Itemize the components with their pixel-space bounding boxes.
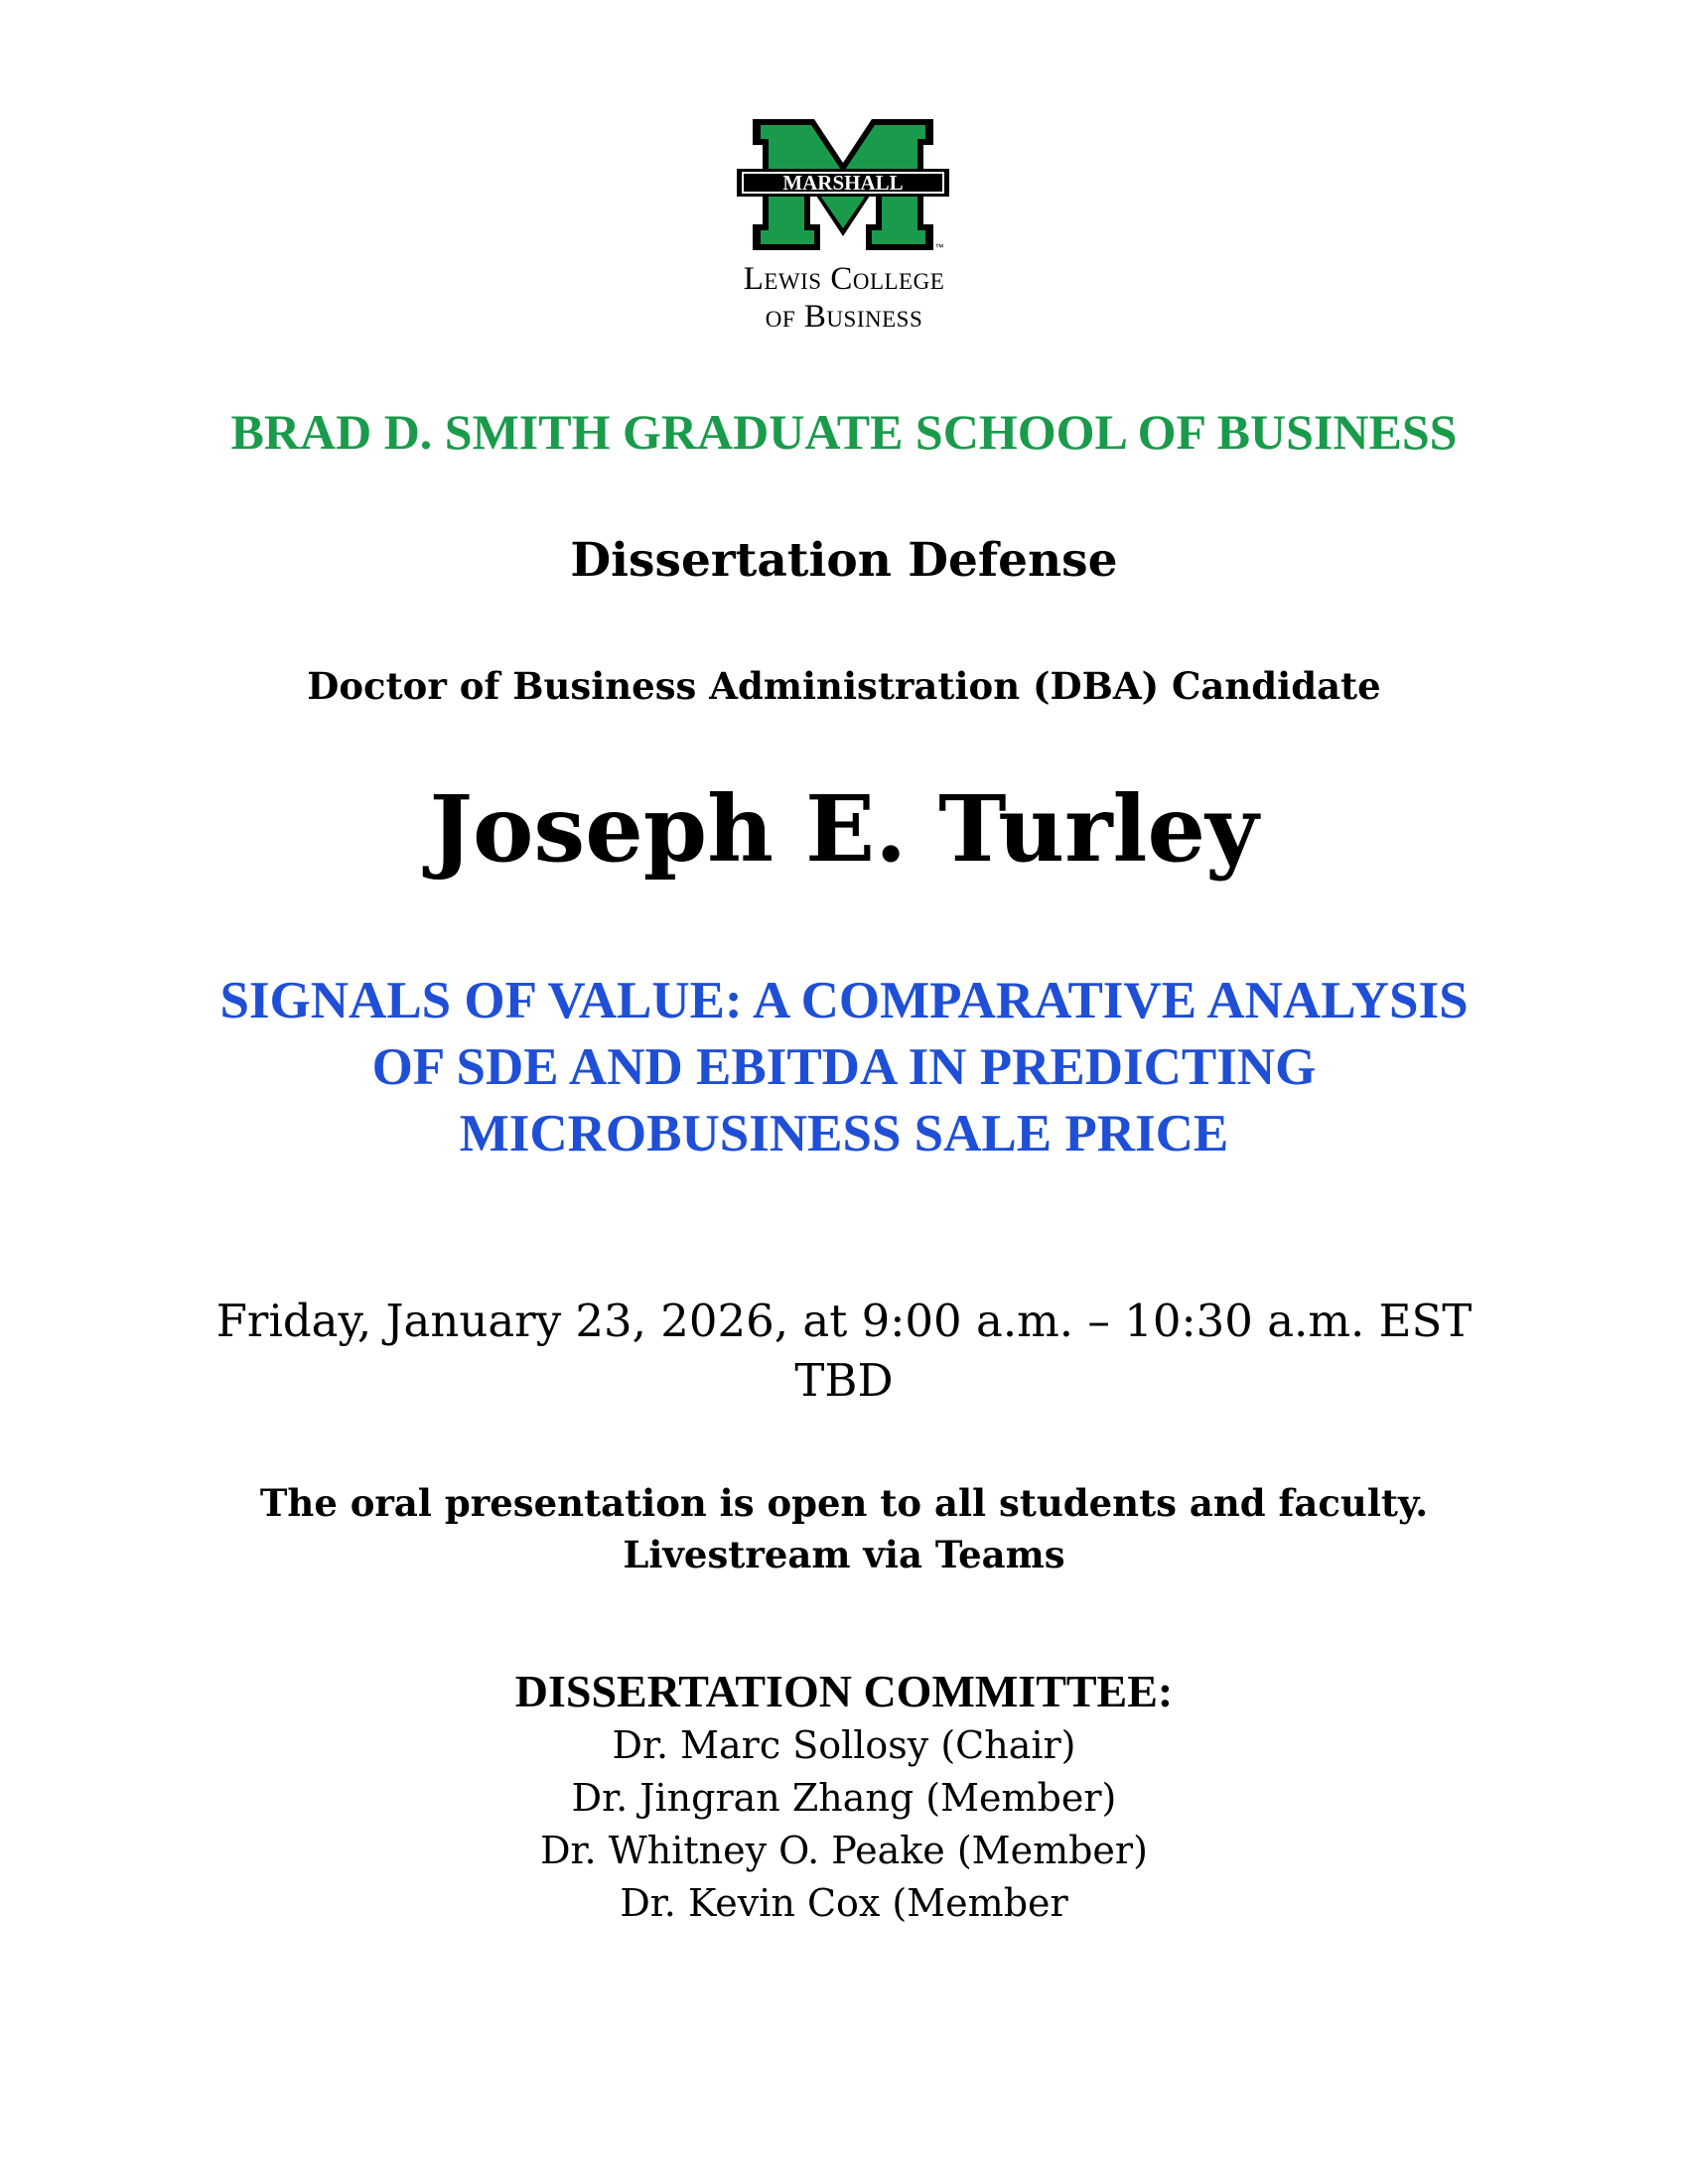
dissertation-title-line1: SIGNALS OF VALUE: A COMPARATIVE ANALYSIS bbox=[219, 972, 1469, 1029]
event-location: TBD bbox=[794, 1354, 894, 1407]
event-datetime: Friday, January 23, 2026, at 9:00 a.m. – 10:30 a.m. EST bbox=[215, 1295, 1473, 1347]
school-name: BRAD D. SMITH GRADUATE SCHOOL OF BUSINESS bbox=[230, 404, 1458, 460]
committee-member: Dr. Jingran Zhang (Member) bbox=[571, 1776, 1117, 1820]
committee-member: Dr. Whitney O. Peake (Member) bbox=[540, 1829, 1148, 1872]
notice-line2: Livestream via Teams bbox=[623, 1533, 1065, 1576]
notice-line1: The oral presentation is open to all students and faculty. bbox=[259, 1481, 1429, 1525]
committee-member: Dr. Marc Sollosy (Chair) bbox=[612, 1723, 1076, 1767]
dissertation-title-line3: MICROBUSINESS SALE PRICE bbox=[459, 1105, 1229, 1162]
logo-wordmark: MARSHALL bbox=[782, 171, 904, 195]
marshall-logo bbox=[737, 117, 949, 252]
candidate-name: Joseph E. Turley bbox=[429, 775, 1259, 883]
logo-college-line1: Lewis College bbox=[743, 261, 945, 297]
logo-college-line2: of Business bbox=[765, 299, 923, 335]
event-type: Dissertation Defense bbox=[570, 533, 1118, 588]
dissertation-title-line2: OF SDE AND EBITDA IN PREDICTING bbox=[371, 1038, 1317, 1096]
program-label: Doctor of Business Administration (DBA) Candidate bbox=[307, 664, 1381, 708]
marshall-m-icon bbox=[737, 117, 949, 252]
committee-member: Dr. Kevin Cox (Member bbox=[620, 1881, 1068, 1925]
committee-heading: DISSERTATION COMMITTEE: bbox=[514, 1666, 1174, 1716]
logo-trademark: ™ bbox=[934, 242, 944, 252]
